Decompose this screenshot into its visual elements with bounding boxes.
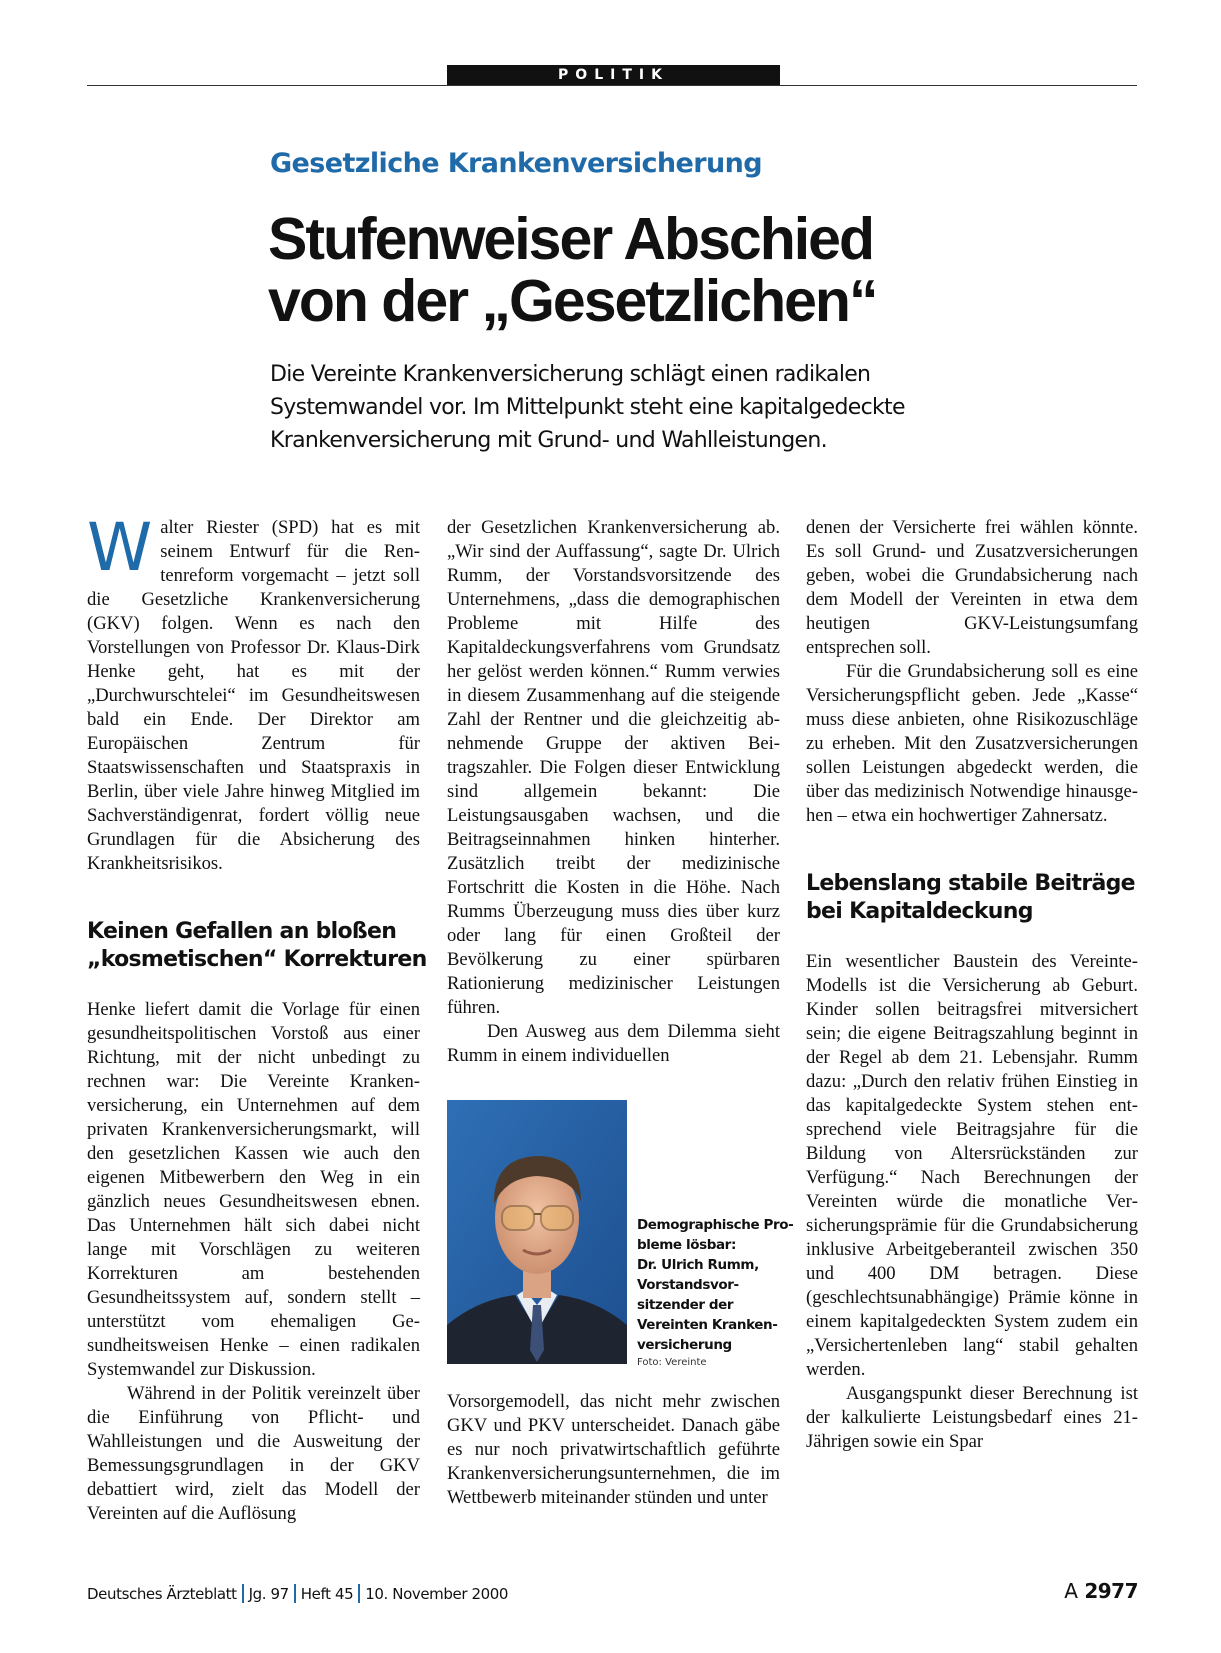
headline-line-2: von der „Gesetzlichen“ (268, 268, 877, 334)
body-paragraph: der Gesetzlichen Krankenversicherung ab. „Wir sind der Auffassung“, sagte Dr. Ulrich Rumm, der Vorstandsvorsitzende des Unternehmens, „dass die demographischen Probleme mit Hilfe des Kapitaldeckungsverfahrens vom Grundsatz her gelöst werden können.“ Rumm verwies in diesem Zusammenhang auf die steigende Zahl der Rentner und die gleichzeitig abnehmende Gruppe der aktiven Beitragszahler. Die Folgen dieser Entwicklung sind allgemein bekannt: Die Leistungsausgaben wachsen, und die Beitragseinnahmen hinken hinterher. Zusätzlich treibt der medizinische Fortschritt die Kosten in die Höhe. Nach Rumms Überzeugung muss dies über kurz oder lang für einen Großteil der Bevölkerung zu einer spürbaren Rationierung medizinischer Leistungen führen. (447, 517, 780, 1018)
journal-volume: Jg. 97 (248, 1585, 289, 1603)
journal-issue: Heft 45 (300, 1585, 354, 1603)
caption-line: sitzender der (637, 1297, 734, 1313)
deck-line-2: Systemwandel vor. Im Mittelpunkt steht eine kapitalgedeckte (270, 395, 905, 420)
text-column-3 (806, 516, 1138, 1454)
subheading-line: „kosmetischen“ Korrekturen (87, 947, 427, 972)
issue-date: 10. November 2000 (365, 1585, 509, 1603)
drop-cap: W (87, 509, 153, 586)
headline-line-1: Stufenweiser Abschied (268, 206, 873, 272)
section-letter: A (1064, 1579, 1078, 1603)
subheading-stable-contributions (806, 870, 1138, 926)
caption-line: Vereinten Kranken- (637, 1317, 778, 1333)
page-number: 2977 (1084, 1579, 1138, 1603)
body-paragraph: Vorsorgemodell, das nicht mehr zwischen GKV und PKV unterscheidet. Danach gäbe es nur noch privatwirtschaftlich geführte Krankenversicherungsunternehmen, die im Wettbewerb miteinander stünden und unter (447, 1391, 780, 1508)
deck-line-3: Krankenversicherung mit Grund- und Wahlleistungen. (270, 428, 827, 453)
photo-credit: Foto: Vereinte (637, 1357, 707, 1368)
body-paragraph: Henke liefert damit die Vorlage für einen gesundheitspolitischen Vorstoß aus einer Richtung, mit der nicht unbedingt zu rechnen war: Die Vereinte Krankenversicherung, ein Unternehmen auf dem privaten Krankenversicherungsmarkt, will den gesetzlichen Kassen wie auch den eigenen Mitbewerbern den Weg in ein gänzlich neues Gesundheitswesen ebnen. Das Unternehmen hält sich dabei nicht lange mit Vorschlägen zu weiteren Korrekturen am bestehenden Gesundheitssystem auf, sondern stellt – unterstützt vom ehemaligen Gesundheitsweisen Henke – einen radikalen Systemwandel zur Diskussion. (87, 999, 420, 1380)
body-paragraph: Für die Grundabsicherung soll es eine Versicherungspflicht geben. Jede „Kasse“ muss diese anbieten, ohne Risikozuschläge zu erheben. Mit den Zusatzversicherungen sollen Leistungen abgedeckt werden, die über das medizinisch Notwendige hinausgehen – etwa ein hochwertiger Zahnersatz. (806, 661, 1138, 826)
caption-line: bleme lösbar: (637, 1237, 736, 1253)
page-footer (87, 1584, 508, 1603)
body-paragraph: alter Riester (SPD) hat es mit seinem Entwurf für die Rentenreform vorgemacht – jetzt soll die Gesetzliche Krankenversicherung (GKV) folgen. Wenn es nach den Vorstellungen von Professor Dr. Klaus-Dirk Henke geht, hat es mit der „Durchwurschtelei“ im Gesundheitswesen bald ein Ende. Der Direktor am Europäischen Zentrum für Staatswissenschaften und Staatspraxis in Berlin, über viele Jahre hinweg Mitglied im Sachverständigenrat, fordert völlig neue Grundlagen für die Absicherung des Krankheitsrisikos. (87, 517, 420, 874)
footer-separator (242, 1584, 244, 1603)
article-kicker: Gesetzliche Krankenversicherung (270, 148, 762, 179)
text-column-2 (447, 516, 794, 1510)
page-folio (1064, 1579, 1138, 1603)
top-rule (87, 85, 1137, 86)
body-paragraph: Den Ausweg aus dem Dilemma sieht Rumm in einem individuellen (447, 1021, 780, 1066)
body-paragraph: denen der Versicherte frei wählen könnte. Es soll Grund- und Zusatzversicherungen geben, wobei die Grundabsicherung nach dem Modell der Vereinten in etwa dem heutigen GKV-Leistungsumfang entsprechen soll. (806, 517, 1138, 658)
section-rubric: POLITIK (447, 65, 780, 86)
body-paragraph: Ausgangspunkt dieser Berechnung ist der kalkulierte Leistungsbedarf eines 21-Jährigen sowie ein Spar (806, 1383, 1138, 1452)
journal-name: Deutsches Ärzteblatt (87, 1585, 237, 1603)
footer-separator (294, 1584, 296, 1603)
text-column-1 (87, 509, 427, 1526)
caption-line: Dr. Ulrich Rumm, (637, 1257, 759, 1273)
portrait-photo (447, 1100, 627, 1364)
caption-line: versicherung (637, 1337, 732, 1353)
subheading-line: Lebenslang stabile Beiträge (806, 871, 1135, 896)
photo-caption (637, 1215, 794, 1371)
body-paragraph: Während in der Politik vereinzelt über die Einführung von Pflicht- und Wahlleistungen und die Ausweitung der Bemessungsgrundlagen in der GKV debattiert wird, zielt das Modell der Vereinten auf die Auflösung (87, 1383, 420, 1524)
subheading-cosmetic-corrections (87, 918, 427, 974)
subheading-line: bei Kapitaldeckung (806, 899, 1033, 924)
photo-figure (447, 1100, 794, 1368)
deck-line-1: Die Vereinte Krankenversicherung schlägt einen radikalen (270, 362, 871, 387)
subheading-line: Keinen Gefallen an bloßen (87, 919, 397, 944)
caption-line: Demographische Pro- (637, 1217, 794, 1233)
footer-separator (358, 1584, 360, 1603)
body-paragraph: Ein wesentlicher Baustein des Vereinte-Modells ist die Versicherung ab Geburt. Kinder sollen beitragsfrei mitversichert sein; die eigene Beitragszahlung beginnt in der Regel ab dem 21. Lebensjahr. Rumm dazu: „Durch den relativ frühen Einstieg in das kapitalgedeckte System stehen entsprechend viele Beitragsjahre für die Bildung von Altersrückständen zur Verfügung.“ Nach Berechnungen der Vereinten würde die monatliche Versicherungsprämie für die Grundabsicherung inklusive Arbeitgeberanteil zwischen 350 und 400 DM betragen. Diese (geschlechtsunabhängige) Prämie könne in einem kapitalgedeckten System zudem ein „Versichertenleben lang“ stabil gehalten werden. (806, 951, 1138, 1380)
article-deck (270, 358, 905, 457)
article-headline (268, 208, 876, 332)
caption-line: Vorstandsvor- (637, 1277, 739, 1293)
